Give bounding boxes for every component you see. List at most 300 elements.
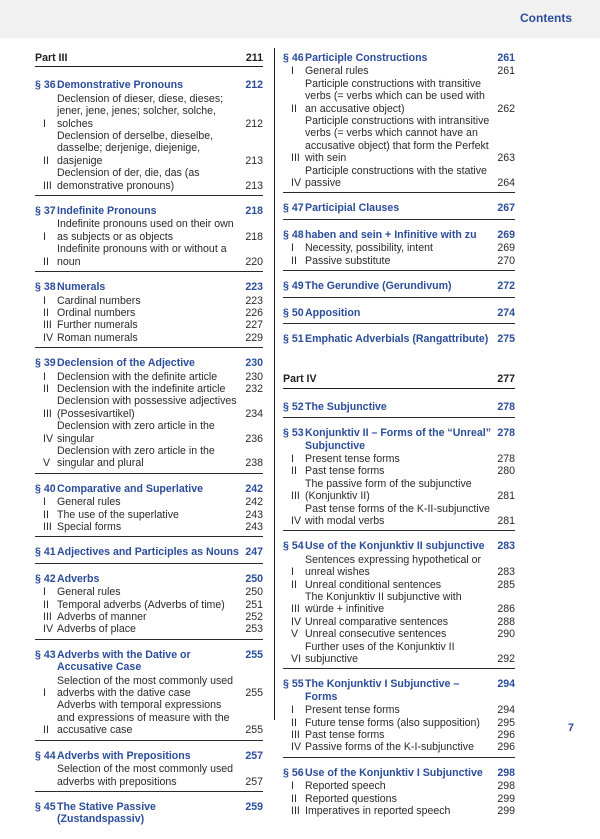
right-section-list-bottom (283, 401, 515, 821)
section-link[interactable] (35, 483, 263, 495)
section-title: Demonstrative Pronouns (57, 79, 183, 92)
toc-section (35, 573, 263, 640)
section-link[interactable] (283, 427, 515, 452)
toc-entry[interactable] (35, 445, 263, 470)
left-section-list (35, 79, 263, 829)
entry-roman-numeral: I (291, 780, 294, 793)
section-heading (35, 801, 239, 826)
toc-entry[interactable] (283, 65, 515, 77)
section-title: Participial Clauses (305, 202, 400, 215)
section-heading (35, 750, 191, 762)
entry-roman-numeral: IV (43, 432, 54, 445)
section-number: § 52 (283, 400, 304, 413)
section-title: Emphatic Adverbials (Rangattribute) (305, 332, 489, 345)
section-page: 255 (245, 648, 263, 661)
entry-roman-numeral: II (291, 465, 297, 478)
header-bar (0, 0, 600, 38)
section-link[interactable] (283, 307, 515, 319)
section-title: Adverbs (57, 572, 100, 585)
section-page: 261 (497, 52, 515, 64)
section-title: The Konjunktiv I Subjunctive – Forms (305, 678, 460, 703)
toc-entry[interactable] (35, 93, 263, 130)
part-page: 211 (245, 52, 263, 64)
section-page: 257 (245, 749, 263, 762)
toc-entry[interactable] (283, 704, 515, 716)
entry-text: Temporal adverbs (Adverbs of time) (57, 598, 225, 611)
entry-text: Unreal consecutive sentences (305, 628, 447, 641)
section-page: 275 (497, 332, 515, 345)
entry-page: 262 (497, 102, 515, 115)
toc-entry[interactable] (35, 167, 263, 192)
entry-text: Passive substitute (305, 254, 391, 267)
entry-text: Passive forms of the K-I-subjunctive (305, 741, 474, 754)
entry-page: 278 (497, 452, 515, 465)
entry-roman-numeral: II (43, 382, 49, 395)
toc-entry[interactable] (283, 780, 515, 792)
section-page: 294 (497, 678, 515, 691)
entry-roman-numeral: I (291, 452, 294, 465)
toc-entry[interactable] (283, 579, 515, 591)
section-link[interactable] (283, 52, 515, 64)
section-page: 278 (497, 400, 515, 413)
section-heading (283, 229, 477, 241)
toc-entry[interactable] (283, 717, 515, 729)
toc-entry[interactable] (283, 165, 515, 190)
entry-page: 288 (497, 615, 515, 628)
toc-entry[interactable] (35, 586, 263, 598)
entry-text: Participle constructions with transitive verbs (= verbs which can be used with an accusative object) (305, 77, 485, 115)
section-link[interactable] (283, 229, 515, 241)
section-page: 250 (245, 572, 263, 585)
toc-section (283, 307, 515, 324)
section-title: Numerals (57, 281, 106, 294)
entry-roman-numeral: II (43, 508, 49, 521)
toc-section (283, 333, 515, 349)
toc-section (35, 483, 263, 538)
entry-text: General rules (305, 65, 369, 78)
entry-page: 261 (497, 65, 515, 78)
entry-text: Adverbs of place (57, 623, 136, 636)
section-page: 259 (245, 800, 263, 813)
section-heading (283, 307, 360, 319)
entry-page: 264 (497, 177, 515, 190)
part-heading (35, 52, 263, 67)
toc-entry[interactable] (35, 675, 263, 700)
toc-entry[interactable] (35, 307, 263, 319)
section-heading (283, 333, 488, 345)
entry-roman-numeral: II (291, 578, 297, 591)
entry-page: 243 (245, 521, 263, 533)
section-number: § 38 (35, 281, 56, 294)
section-page: 212 (245, 79, 263, 92)
entry-text: Imperatives in reported speech (305, 805, 451, 818)
toc-entry[interactable] (35, 623, 263, 635)
section-number: § 37 (35, 205, 56, 218)
entry-text: Selection of the most commonly used adverbs with prepositions (57, 763, 234, 788)
toc-entry[interactable] (35, 295, 263, 307)
entry-roman-numeral: I (43, 370, 46, 383)
entry-page: 220 (245, 255, 263, 268)
section-title: The Stative Passive (Zustandspassiv) (57, 800, 156, 826)
toc-entry[interactable] (35, 319, 263, 331)
toc-entry[interactable] (283, 793, 515, 805)
entry-page: 281 (497, 490, 515, 503)
section-page: 274 (497, 306, 515, 319)
entry-roman-numeral: III (43, 319, 52, 332)
entry-roman-numeral: III (43, 179, 52, 192)
section-title: Adjectives and Participles as Nouns (57, 546, 239, 559)
section-title: The Gerundive (Gerundivum) (305, 280, 452, 293)
entry-text: Declension of derselbe, dieselbe, dasselbe; derjenige, diejenige, dasjenige (57, 130, 214, 167)
toc-entry[interactable] (35, 130, 263, 167)
section-number: § 56 (283, 766, 304, 779)
section-number: § 53 (283, 427, 304, 440)
section-page: 298 (497, 766, 515, 779)
entry-text: Indefinite pronouns with or without a noun (57, 243, 227, 268)
entry-text: Unreal conditional sentences (305, 578, 442, 591)
entry-roman-numeral: II (43, 598, 49, 611)
entry-page: 213 (245, 179, 263, 192)
entry-roman-numeral: III (291, 603, 300, 616)
section-link[interactable] (283, 767, 515, 779)
right-column (283, 52, 515, 830)
entry-text: Past tense forms (305, 465, 385, 478)
section-title: Use of the Konjunktiv II subjunctive (305, 540, 485, 553)
section-link[interactable] (283, 202, 515, 214)
entry-page: 243 (245, 508, 263, 521)
section-heading (35, 649, 239, 674)
entry-text: The Konjunktiv II subjunctive with würde + infinitive (305, 591, 462, 616)
section-link[interactable] (35, 750, 263, 762)
toc-entry[interactable] (283, 478, 515, 503)
entry-page: 218 (245, 230, 263, 243)
entry-page: 232 (245, 382, 263, 395)
section-link[interactable] (283, 333, 515, 345)
entry-roman-numeral: IV (291, 177, 302, 190)
section-number: § 42 (35, 572, 56, 585)
entry-text: Present tense forms (305, 704, 400, 717)
toc-entry[interactable] (283, 741, 515, 753)
entry-roman-numeral: I (43, 687, 46, 700)
section-heading (35, 573, 99, 585)
section-heading (35, 483, 203, 495)
toc-entry[interactable] (283, 255, 515, 267)
toc-entry[interactable] (283, 503, 515, 528)
toc-section (283, 678, 515, 757)
toc-section (35, 546, 263, 563)
toc-section (35, 205, 263, 272)
entry-roman-numeral: II (43, 154, 49, 167)
section-link[interactable] (35, 357, 263, 369)
section-link[interactable] (283, 540, 515, 552)
section-page: 218 (245, 205, 263, 218)
toc-entry[interactable] (35, 509, 263, 521)
entry-page: 290 (497, 628, 515, 641)
toc-section (283, 280, 515, 297)
section-page: 230 (245, 357, 263, 370)
toc-section (35, 750, 263, 792)
entry-roman-numeral: II (43, 306, 49, 319)
entry-text: Present tense forms (305, 452, 400, 465)
toc-entry[interactable] (35, 611, 263, 623)
section-title: Apposition (305, 306, 361, 319)
section-heading (283, 767, 483, 779)
section-title: Konjunktiv II – Forms of the “Unreal” Subjunctive (305, 427, 492, 452)
entry-text: Declension with the indefinite article (57, 382, 226, 395)
toc-entry[interactable] (35, 521, 263, 533)
entry-page: 255 (245, 687, 263, 700)
section-number: § 36 (35, 79, 56, 92)
entry-page: 252 (245, 611, 263, 624)
toc-section (283, 52, 515, 193)
entry-page: 296 (497, 729, 515, 742)
entry-page: 286 (497, 603, 515, 616)
section-number: § 46 (283, 52, 304, 64)
entry-roman-numeral: IV (43, 623, 54, 636)
entry-text: Selection of the most commonly used adverbs with the dative case (57, 674, 234, 700)
section-link[interactable] (35, 79, 263, 91)
entry-roman-numeral: II (43, 724, 49, 737)
entry-roman-numeral: III (291, 152, 300, 165)
entry-roman-numeral: III (43, 407, 52, 420)
entry-page: 238 (245, 457, 263, 470)
toc-section (283, 540, 515, 669)
toc-section (283, 427, 515, 531)
section-page: 283 (497, 540, 515, 553)
toc-entry[interactable] (283, 729, 515, 741)
toc-section (283, 202, 515, 219)
section-page: 267 (497, 202, 515, 215)
entry-text: General rules (57, 586, 121, 599)
toc-entry[interactable] (283, 78, 515, 115)
toc-section (35, 79, 263, 196)
section-heading (35, 205, 156, 217)
part-heading (283, 373, 515, 388)
entry-page: 234 (245, 407, 263, 420)
entry-page: 227 (245, 319, 263, 332)
toc-entry[interactable] (35, 332, 263, 344)
toc-entry[interactable] (283, 465, 515, 477)
entry-text: Declension with the definite article (57, 370, 218, 383)
section-number: § 39 (35, 357, 56, 370)
section-number: § 44 (35, 749, 56, 762)
entry-text: Declension with zero article in the singular (57, 420, 215, 445)
section-title: haben and sein + Infinitive with zu (305, 228, 477, 241)
entry-text: Future tense forms (also supposition) (305, 716, 480, 729)
section-heading (283, 202, 399, 214)
entry-page: 269 (497, 242, 515, 255)
toc-section (35, 801, 263, 830)
entry-roman-numeral: I (291, 242, 294, 255)
section-title: Adverbs with Prepositions (57, 749, 191, 762)
toc-entry[interactable] (35, 496, 263, 508)
toc-entry[interactable] (35, 371, 263, 383)
toc-entry[interactable] (35, 763, 263, 788)
section-link[interactable] (35, 801, 263, 826)
toc-entry[interactable] (283, 242, 515, 254)
entry-page: 251 (245, 598, 263, 611)
section-link[interactable] (35, 546, 263, 558)
page-number: 7 (567, 722, 574, 734)
section-link[interactable] (35, 281, 263, 293)
entry-page: 212 (245, 117, 263, 130)
entry-page: 281 (497, 514, 515, 527)
entry-page: 230 (245, 370, 263, 383)
section-number: § 40 (35, 482, 56, 495)
entry-text: Further numerals (57, 319, 138, 332)
entry-roman-numeral: III (291, 729, 300, 742)
entry-text: Declension with zero article in the singular and plural (57, 444, 215, 470)
entry-page: 294 (497, 704, 515, 717)
section-number: § 50 (283, 306, 304, 319)
section-page: 247 (245, 546, 263, 559)
section-title: Declension of the Adjective (57, 357, 195, 370)
entry-page: 223 (245, 294, 263, 307)
entry-text: Reported speech (305, 780, 386, 793)
entry-text: Sentences expressing hypothetical or unreal wishes (305, 553, 482, 579)
entry-page: 295 (497, 716, 515, 729)
entry-roman-numeral: III (291, 805, 300, 818)
toc-section (283, 767, 515, 821)
entry-page: 250 (245, 586, 263, 599)
toc-entry[interactable] (35, 243, 263, 268)
entry-page: 226 (245, 306, 263, 319)
section-link[interactable] (283, 678, 515, 703)
entry-roman-numeral: IV (291, 741, 302, 754)
entry-text: Necessity, possibility, intent (305, 242, 433, 255)
entry-page: 298 (497, 780, 515, 793)
entry-page: 229 (245, 331, 263, 344)
toc-entry[interactable] (35, 599, 263, 611)
toc-section (283, 401, 515, 418)
section-link[interactable] (35, 573, 263, 585)
entry-text: The use of the superlative (57, 508, 179, 521)
entry-page: 255 (245, 724, 263, 737)
toc-entry[interactable] (35, 383, 263, 395)
entry-roman-numeral: V (43, 457, 51, 470)
entry-page: 263 (497, 152, 515, 165)
entry-page: 283 (497, 566, 515, 579)
right-section-list-top (283, 52, 515, 349)
entry-text: Declension of dieser, diese, dieses; jener, jene, jenes; solcher, solche, solches (57, 92, 224, 130)
entry-text: Participle constructions with intransitive verbs (= verbs which cannot have an accusative object) that form the Perfekt with sein (305, 115, 490, 165)
entry-text: Unreal comparative sentences (305, 615, 449, 628)
entry-text: Past tense forms (305, 729, 385, 742)
toc-entry[interactable] (35, 395, 263, 420)
toc-entry[interactable] (283, 641, 515, 666)
section-heading (283, 280, 452, 292)
entry-roman-numeral: V (291, 628, 299, 641)
entry-page: 292 (497, 653, 515, 666)
entry-roman-numeral: I (291, 566, 294, 579)
section-number: § 43 (35, 648, 56, 661)
toc-entry[interactable] (283, 628, 515, 640)
entry-page: 299 (497, 792, 515, 805)
section-number: § 51 (283, 332, 304, 345)
entry-page: 296 (497, 741, 515, 754)
entry-text: Cardinal numbers (57, 294, 141, 307)
part-page: 277 (497, 373, 515, 386)
section-number: § 49 (283, 280, 304, 293)
section-heading (283, 52, 427, 64)
entry-page: 280 (497, 465, 515, 478)
entry-roman-numeral: III (43, 521, 52, 533)
entry-text: General rules (57, 496, 121, 509)
section-heading (283, 678, 491, 703)
entry-roman-numeral: IV (291, 514, 302, 527)
section-number: § 41 (35, 546, 56, 559)
section-heading (35, 546, 239, 558)
entry-text: Adverbs with temporal expressions and expressions of measure with the accusative case (57, 699, 230, 737)
entry-page: 257 (245, 775, 263, 788)
toc-section (35, 281, 263, 348)
section-number: § 45 (35, 800, 56, 813)
part-label: Part III (35, 52, 68, 64)
section-heading (35, 79, 183, 91)
section-title: Indefinite Pronouns (57, 205, 157, 218)
entry-roman-numeral: I (43, 496, 46, 509)
entry-page: 270 (497, 254, 515, 267)
entry-roman-numeral: II (291, 254, 297, 267)
entry-text: The passive form of the subjunctive (Konjunktiv II) (305, 477, 472, 503)
entry-page: 253 (245, 623, 263, 636)
toc-entry[interactable] (283, 591, 515, 616)
entry-roman-numeral: I (43, 294, 46, 307)
entry-text: Participle constructions with the stative passive (305, 164, 487, 190)
toc-entry[interactable] (35, 218, 263, 243)
entry-text: Roman numerals (57, 331, 138, 344)
entry-text: Further uses of the Konjunktiv II subjunctive (305, 640, 455, 666)
entry-roman-numeral: I (291, 704, 294, 717)
entry-roman-numeral: II (291, 792, 297, 805)
toc-entry[interactable] (283, 453, 515, 465)
section-link[interactable] (35, 205, 263, 217)
section-title: Adverbs with the Dative or Accusative Case (57, 648, 191, 674)
section-heading (35, 357, 195, 369)
left-column (35, 52, 263, 839)
section-number: § 55 (283, 678, 304, 691)
entry-roman-numeral: III (291, 490, 300, 503)
section-heading (283, 427, 491, 452)
section-heading (283, 401, 387, 413)
entry-page: 299 (497, 805, 515, 818)
toc-entry[interactable] (283, 554, 515, 579)
entry-roman-numeral: II (291, 102, 297, 115)
entry-page: 242 (245, 496, 263, 509)
section-link[interactable] (35, 649, 263, 674)
toc-entry[interactable] (35, 420, 263, 445)
toc-entry[interactable] (283, 805, 515, 817)
toc-entry[interactable] (35, 699, 263, 736)
entry-roman-numeral: I (43, 230, 46, 243)
entry-roman-numeral: I (43, 117, 46, 130)
section-link[interactable] (283, 280, 515, 292)
entry-text: Past tense forms of the K-II-subjunctive with modal verbs (305, 502, 490, 527)
section-heading (283, 540, 485, 552)
section-page: 278 (497, 427, 515, 440)
toc-section (283, 229, 515, 271)
section-heading (35, 281, 105, 293)
entry-roman-numeral: IV (291, 615, 302, 628)
section-link[interactable] (283, 401, 515, 413)
entry-text: Adverbs of manner (57, 611, 147, 624)
section-page: 242 (245, 482, 263, 495)
toc-entry[interactable] (283, 115, 515, 165)
entry-text: Reported questions (305, 792, 397, 805)
column-divider (274, 48, 275, 720)
toc-entry[interactable] (283, 616, 515, 628)
toc-section (35, 357, 263, 474)
